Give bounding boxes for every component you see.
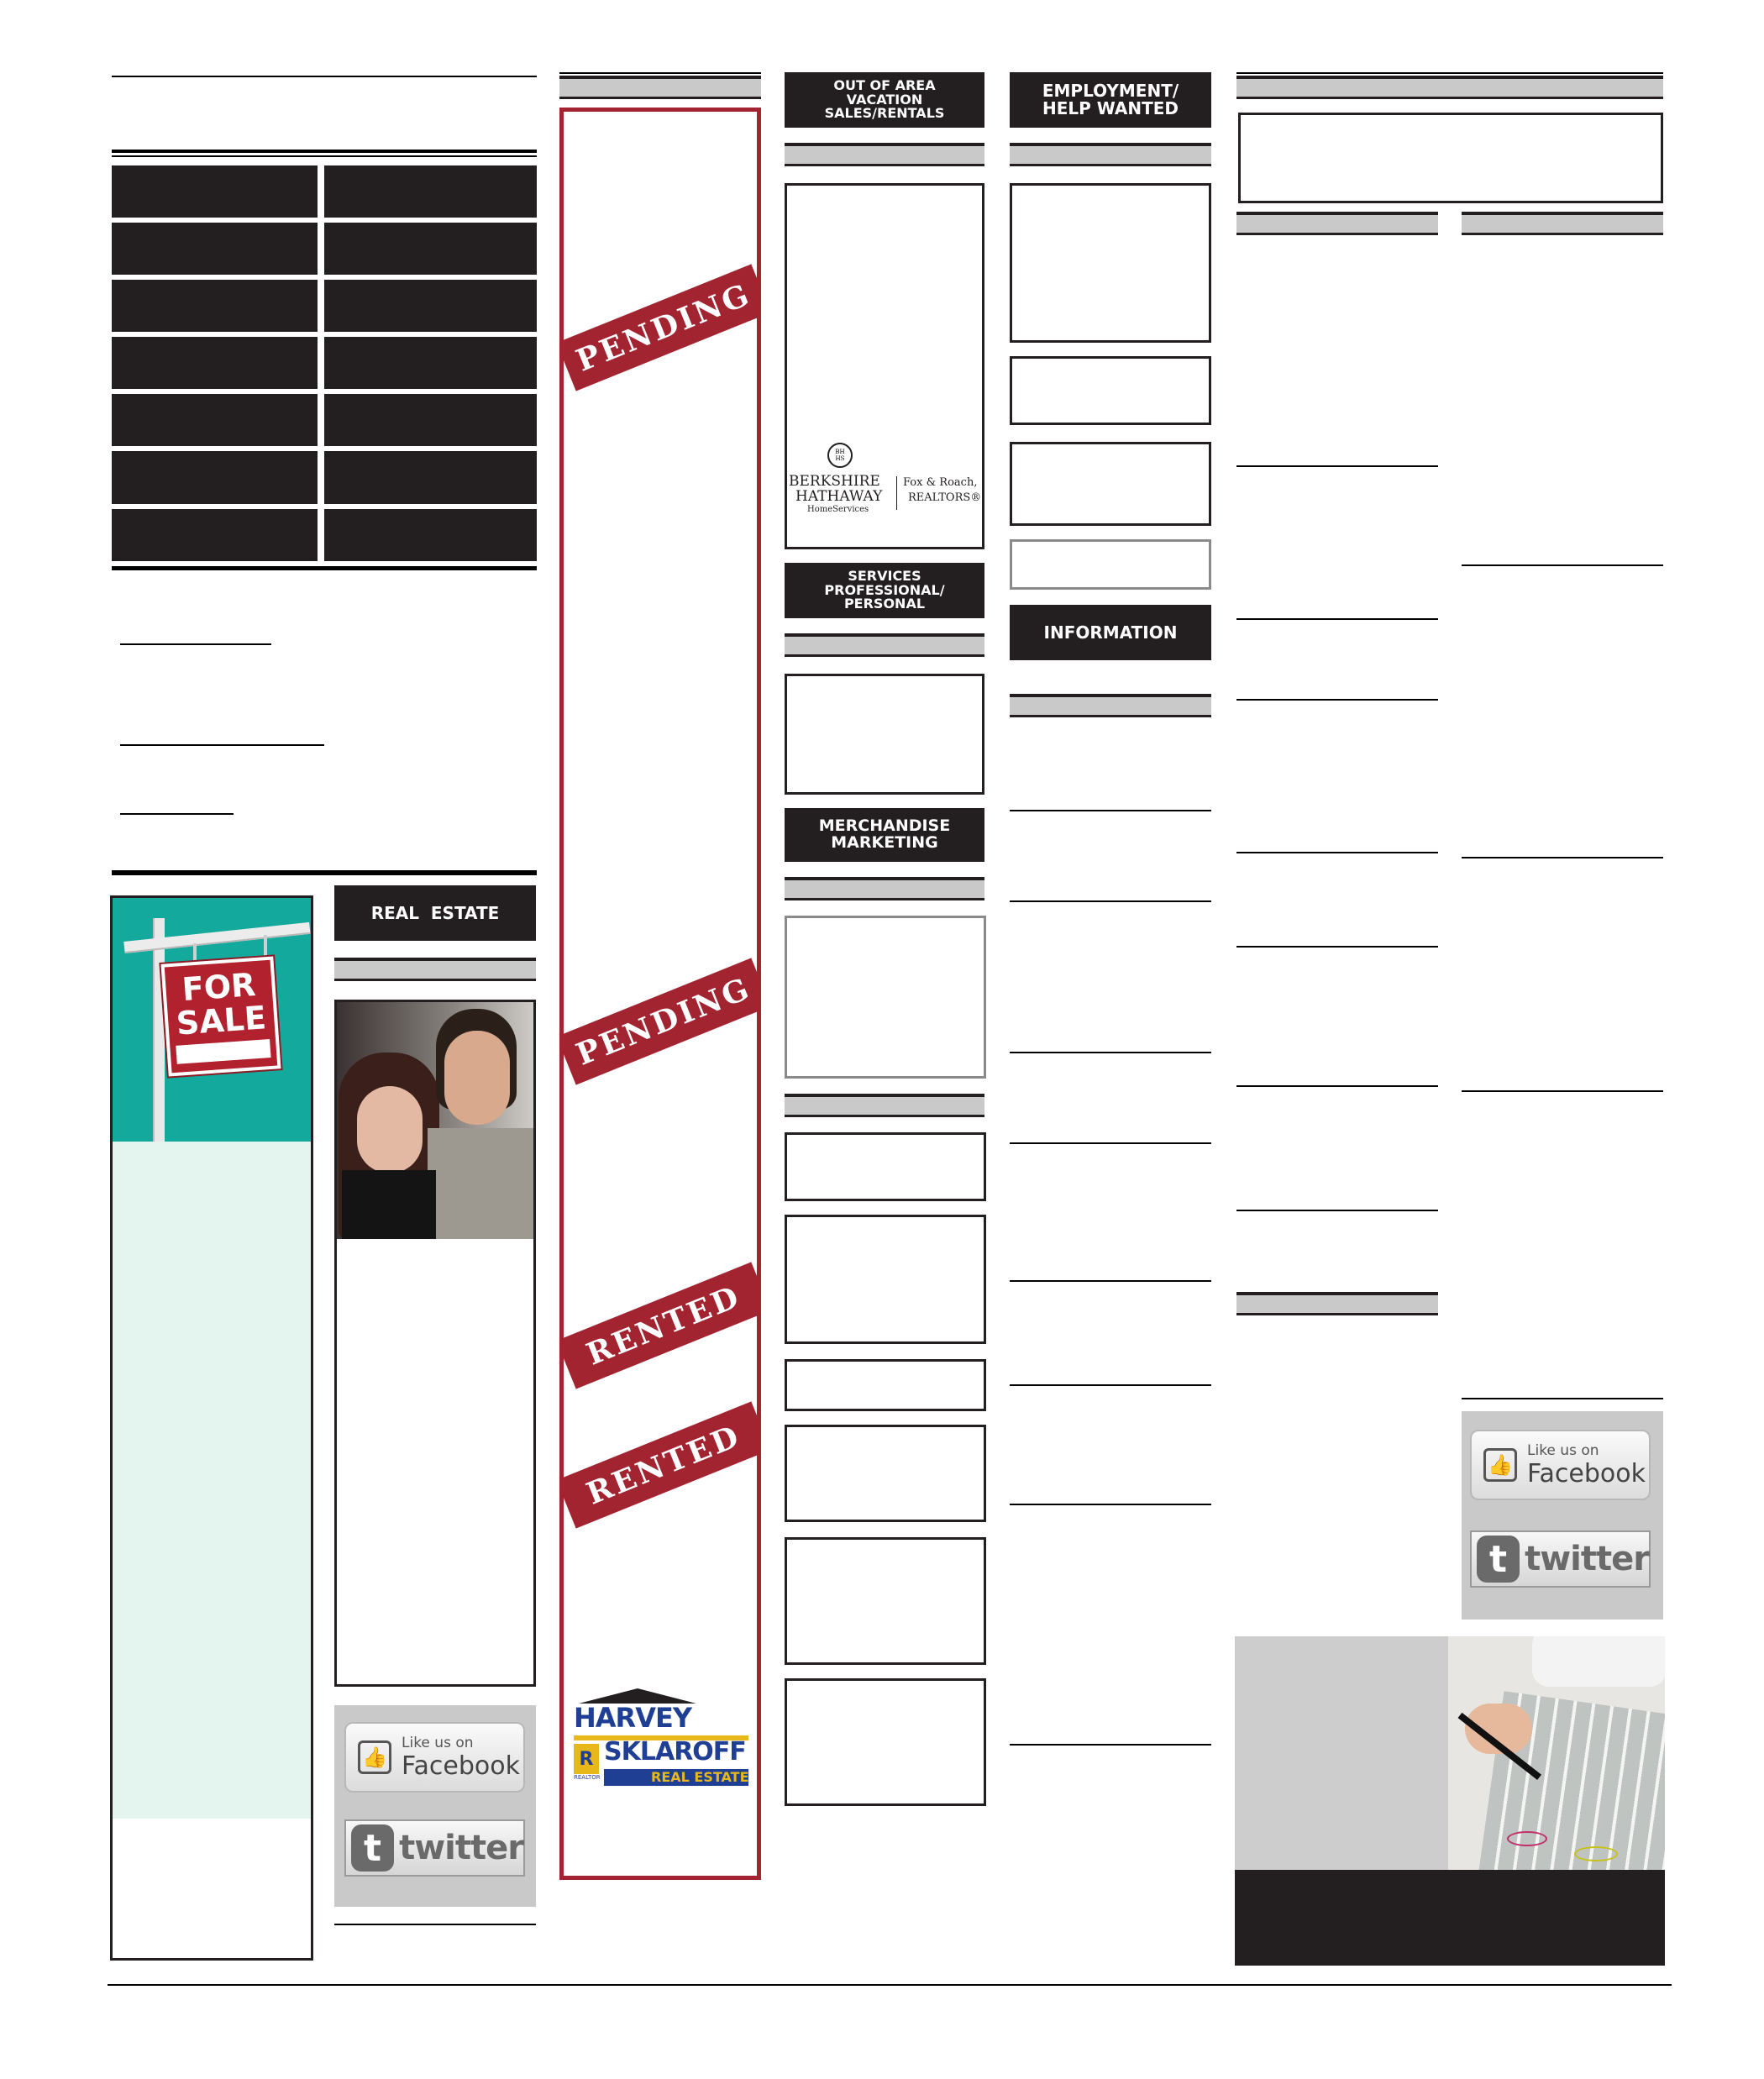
facebook-text: [402, 1735, 520, 1781]
twitter-button[interactable]: [344, 1819, 525, 1877]
rule-item: [1010, 900, 1211, 902]
thumbs-up-icon: 👍: [358, 1740, 391, 1774]
logo-harvey: HARVEY: [574, 1702, 691, 1734]
rule-top-right: [1236, 72, 1663, 74]
berkshire-affiliate1: Fox & Roach,: [903, 476, 978, 489]
man-jacket: [428, 1128, 533, 1239]
twitter-wordmark: twitter: [1525, 1540, 1649, 1578]
grid-cell: [324, 280, 537, 332]
rule-short: [120, 643, 271, 645]
thumbs-up-icon: 👍: [1483, 1448, 1517, 1482]
grid-cell: [112, 451, 318, 504]
merchandise-box: [785, 916, 986, 1079]
twitter-button[interactable]: [1470, 1530, 1651, 1588]
employment-box: [1010, 442, 1211, 526]
rule-item: [1010, 1384, 1211, 1386]
twitter-icon: t: [1477, 1536, 1520, 1583]
twitter-icon: t: [351, 1824, 394, 1872]
twitter-wordmark: twitter: [399, 1829, 523, 1867]
grid-bottom-rule: [112, 566, 537, 570]
logo-real-estate: REAL ESTATE: [651, 1769, 749, 1785]
grid-cell: [324, 337, 537, 389]
for-sale-sign-icon: [160, 956, 281, 1076]
berkshire-ad-box: [785, 183, 984, 549]
grid-cell: [112, 394, 318, 446]
grid-cell: [112, 337, 318, 389]
berkshire-divider: [896, 476, 897, 510]
rule-item: [1236, 1085, 1438, 1087]
grid-cell: [324, 509, 537, 561]
employment-box: [1010, 183, 1211, 343]
rule-thick-divider: [112, 870, 537, 875]
gray-band: [1236, 1292, 1438, 1315]
sign-text-sale: SALE: [175, 999, 268, 1042]
services-box: [785, 674, 984, 795]
harvey-sklaroff-logo: [570, 1688, 750, 1786]
promo-gray-panel: [1235, 1636, 1448, 1870]
realtor-badge-icon: [574, 1744, 599, 1774]
berkshire-name2: HATHAWAY: [795, 488, 883, 505]
listing-box: [785, 1132, 986, 1201]
rule-item: [1462, 1090, 1663, 1092]
listing-box: [785, 1425, 986, 1522]
rule-item: [1010, 1280, 1211, 1282]
grid-cell: [324, 223, 537, 275]
rule-item: [1236, 465, 1438, 467]
rule-item: [1010, 1142, 1211, 1144]
out-of-area-header: OUT OF AREA VACATION SALES/RENTALS: [785, 72, 984, 128]
employment-header: EMPLOYMENT/ HELP WANTED: [1010, 72, 1211, 128]
gray-band: [785, 633, 984, 657]
grid-cell: [112, 280, 318, 332]
rule-item: [1462, 564, 1663, 566]
social-panel-col2: [334, 1705, 536, 1907]
rented-stamp: RENTED: [559, 1401, 761, 1528]
rule-item: [1010, 810, 1211, 811]
rule-bottom-col2: [334, 1924, 536, 1925]
agent-box: [334, 1000, 536, 1687]
gray-band: [1010, 143, 1211, 166]
listing-box: [785, 1678, 986, 1806]
rule-item: [1010, 1052, 1211, 1053]
facebook-like-button[interactable]: [1470, 1430, 1651, 1500]
merchandise-header: MERCHANDISE MARKETING: [785, 808, 984, 862]
grid-cell: [324, 165, 537, 218]
berkshire-name3: HomeServices: [807, 505, 869, 514]
wide-box: [1238, 113, 1663, 203]
gray-band: [1236, 76, 1663, 99]
rule-short: [120, 744, 324, 746]
rule-item: [1462, 857, 1663, 858]
realtor-badge-letter: R: [579, 1748, 594, 1770]
grid-cell: [112, 223, 318, 275]
rule-short: [120, 813, 234, 815]
gray-band: [785, 143, 984, 166]
grid-cell: [324, 451, 537, 504]
berkshire-seal-icon: [827, 443, 853, 468]
facebook-small-text: Like us on: [1527, 1441, 1599, 1459]
agent-photo: [337, 1002, 533, 1239]
gray-band: [334, 958, 536, 981]
circle-mark: [1574, 1846, 1618, 1861]
berkshire-name1: BERKSHIRE: [789, 473, 880, 490]
sign-blank-plate: [176, 1039, 270, 1064]
grid-cell: [324, 394, 537, 446]
listing-box: [785, 1215, 986, 1344]
grid-cell: [112, 165, 318, 218]
facebook-text: [1527, 1442, 1646, 1488]
facebook-big-text: Facebook: [402, 1751, 520, 1781]
sign-text-for: FOR: [181, 966, 257, 1009]
rule-item: [1462, 1398, 1663, 1399]
promo-photo: [1448, 1636, 1665, 1870]
sign-post: [153, 918, 165, 1142]
rule-item: [1236, 852, 1438, 853]
rule-item: [1010, 1504, 1211, 1505]
gray-band: [785, 877, 984, 900]
employment-box: [1010, 356, 1211, 425]
red-listing-box: [559, 108, 761, 1880]
berkshire-seal-text: BH HS: [835, 449, 845, 462]
rule-item: [1236, 946, 1438, 948]
listing-box: [785, 1537, 986, 1665]
facebook-like-button[interactable]: [344, 1722, 525, 1793]
gray-band: [559, 76, 761, 99]
page-bottom-rule: [108, 1984, 1672, 1986]
listing-box: [785, 1359, 986, 1411]
gray-band: [1462, 212, 1663, 235]
man-face: [444, 1031, 510, 1125]
grid-cell: [112, 509, 318, 561]
rented-stamp: RENTED: [559, 1262, 761, 1389]
rule-item: [1236, 618, 1438, 620]
facebook-big-text: Facebook: [1527, 1458, 1646, 1488]
gray-band: [1236, 212, 1438, 235]
rule-item: [1010, 1744, 1211, 1746]
mint-area: [113, 1142, 311, 1819]
rule-item: [1236, 699, 1438, 701]
information-header: INFORMATION: [1010, 605, 1211, 660]
rule-top-col3: [559, 72, 761, 74]
realtor-badge-label: REALTOR: [574, 1774, 601, 1781]
rule-double-col1: [112, 150, 537, 153]
services-header: SERVICES PROFESSIONAL/ PERSONAL: [785, 563, 984, 618]
logo-sklaroff: SKLAROFF: [604, 1737, 746, 1767]
employment-box: [1010, 539, 1211, 590]
rule-double-col1b: [112, 155, 537, 157]
gray-band: [1010, 694, 1211, 717]
woman-face: [357, 1086, 423, 1173]
classifieds-promo: [1235, 1636, 1665, 1966]
berkshire-affiliate2: REALTORS®: [908, 491, 982, 504]
pending-stamp: PENDING: [559, 958, 761, 1084]
for-sale-panel: [110, 895, 313, 1961]
gray-band: [785, 1094, 984, 1117]
rule-item: [1236, 1210, 1438, 1211]
real-estate-header: REAL ESTATE: [334, 885, 536, 941]
circle-mark: [1507, 1831, 1547, 1846]
woman-top: [342, 1170, 436, 1239]
facebook-small-text: Like us on: [402, 1734, 474, 1751]
rule-top-col1: [112, 76, 537, 77]
pending-stamp: PENDING: [559, 264, 761, 391]
sign-chain: [264, 935, 267, 958]
social-panel-right: [1462, 1411, 1663, 1620]
arm-sleeve: [1532, 1636, 1665, 1687]
